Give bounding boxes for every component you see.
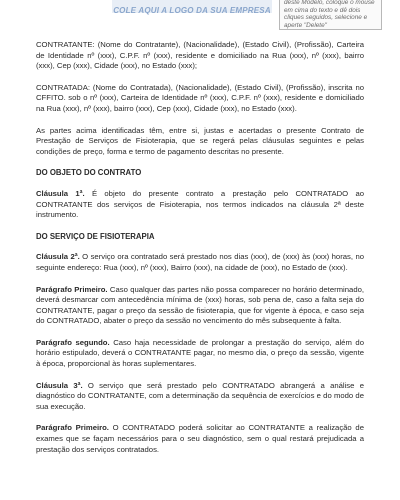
paragraph-second xyxy=(36,338,364,370)
clause-2-text: O serviço ora contratado será prestado nos dias (xxx), de (xxx) às (xxx) horas, no seguinte endereço: Rua (xxx), nº (xxx), Bairro (xxx), na cidade de (xxx), no Estado de (xxx). xyxy=(36,252,364,272)
paragraph-first-clause-3-label: Parágrafo Primeiro. xyxy=(36,423,109,433)
party-contratante: CONTRATANTE: (Nome do Contratante), (Nacionalidade), (Estado Civil), (Profissão), Carteira de Identidade nº (xxx), C.P.F. nº (xxx), residente e domiciliado na Rua (xxx), nº (xxx), bairro (xxx), Cep (xxx), Cidade (xxx), no Estado (xxx); xyxy=(36,40,364,71)
paragraph-second-label: Parágrafo segundo. xyxy=(36,337,110,347)
paragraph-first-clause-3-text: O CONTRATADO poderá solicitar ao CONTRATANTE a realização de exames que se façam necessários para o seu diagnóstico, sem o qual restará prejudicada a prestação dos serviços contratados. xyxy=(36,423,364,454)
paragraph-first-text: Caso qualquer das partes não possa comparecer no horário determinado, deverá desmarcar com antecedência mínima de (xxx) horas, sob pena de, caso a falta seja do CONTRATANTE, pagar o preço da sessão de fisioterapia, que for vigente à época, e caso seja do CONTRATADO, abater o preço da sessão no vencimento do mês subsequente à falta. xyxy=(36,284,365,326)
clause-1-label: Cláusula 1ª. xyxy=(36,188,85,198)
paragraph-first-label: Parágrafo Primeiro. xyxy=(36,284,108,294)
clause-2-label: Cláusula 2ª. xyxy=(36,252,80,262)
instruction-note: deste Modelo, coloque o mouse em cima do texto e dê dois cliques seguidos, selecione e aperte "Delete" xyxy=(279,0,382,30)
clause-2 xyxy=(36,252,364,273)
clause-3 xyxy=(36,381,364,413)
paragraph-first xyxy=(36,285,364,327)
paragraph-second-text: Caso haja necessidade de prolongar a prestação do serviço, além do horário estipulado, deverá o CONTRATANTE pagar, no mesmo dia, o preço da sessão, vigente à época, proporcional às horas suplementares. xyxy=(36,337,364,369)
section-heading-object: DO OBJETO DO CONTRATO xyxy=(36,168,142,178)
logo-placeholder xyxy=(112,0,272,13)
clause-1-text: É objeto do presente contrato a prestação pelo CONTRATADO ao CONTRATANTE dos serviços de Fisioterapia, nos termos indicados na cláusula 2ª deste instrumento. xyxy=(36,188,364,220)
paragraph-first-clause-3 xyxy=(36,423,364,455)
clause-1 xyxy=(36,189,364,221)
intro-paragraph: As partes acima identificadas têm, entre si, justas e acertadas o presente Contrato de Prestação de Serviços de Fisioterapia, que se regerá pelas cláusulas seguintes e pelas condições de preço, forma e termo de pagamento descritas no presente. xyxy=(36,125,364,156)
clause-3-text: O serviço que será prestado pelo CONTRATADO abrangerá a análise e diagnóstico do CONTRATANTE, com a determinação da sequência de exercícios e do modo de sua execução. xyxy=(36,380,364,411)
contract-body xyxy=(36,40,364,466)
clause-3-label: Cláusula 3ª. xyxy=(36,380,83,390)
logo-placeholder-text: COLE AQUI A LOGO DA SUA EMPRESA xyxy=(113,6,271,15)
party-contratada: CONTRATADA: (Nome do Contratada), (Nacionalidade), (Estado Civil), (Profissão), inscrita no CFFITO. sob o nº (xxx), Carteira de Identidade nº (xxx), C.P.F. nº (xxx), residente e domiciliado na Rua (xxx), nº (xxx), bairro (xxx), Cep (xxx), Cidade (xxx), no Estado (xxx). xyxy=(36,82,364,113)
section-heading-service: DO SERVIÇO DE FISIOTERAPIA xyxy=(36,231,155,241)
